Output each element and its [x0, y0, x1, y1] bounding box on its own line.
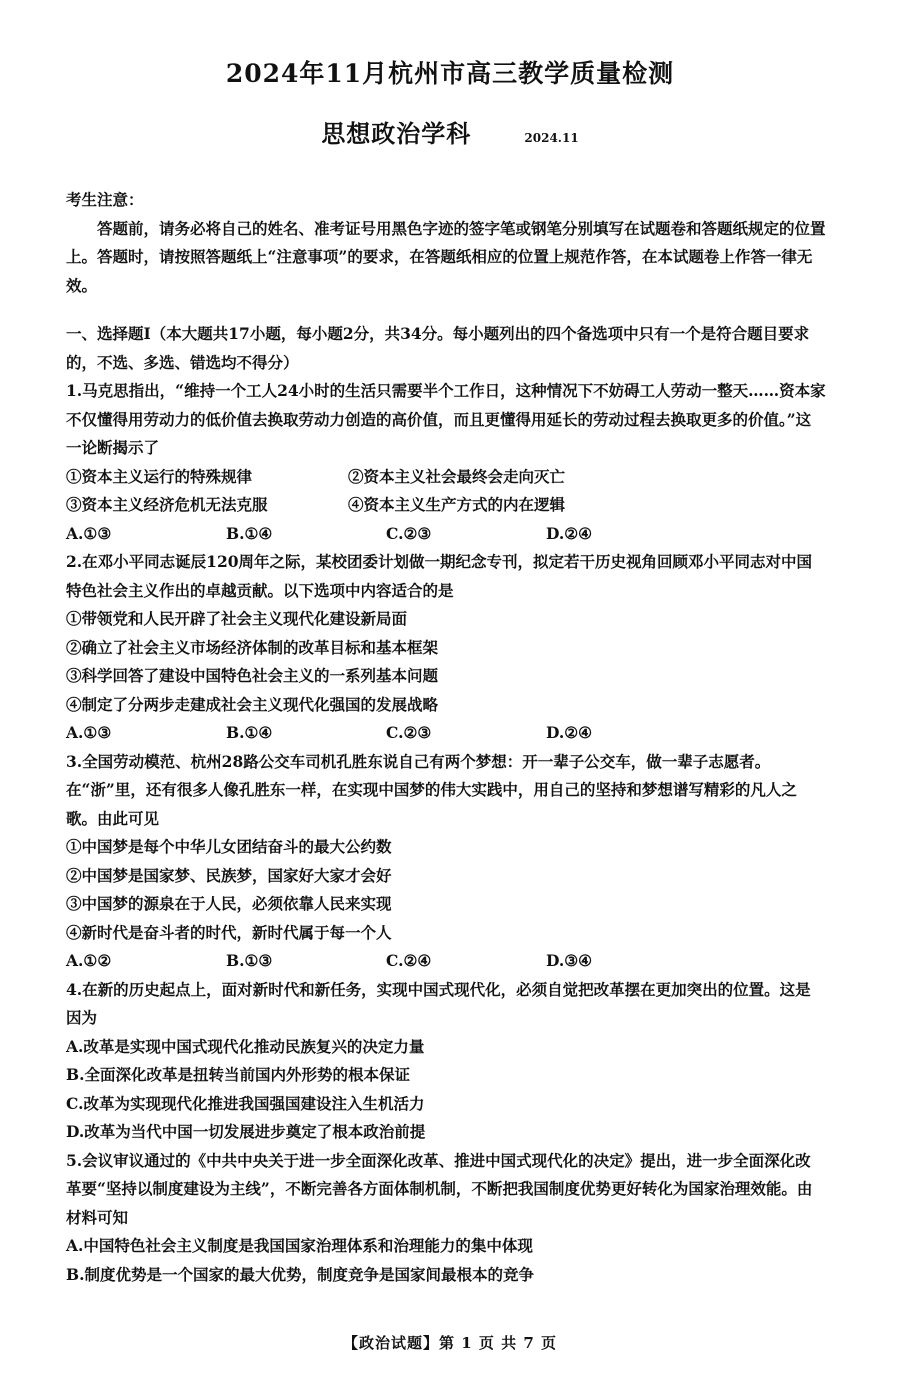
option-c: C.改革为实现现代化推进我国强国建设注入生机活力 — [66, 1093, 425, 1113]
question-stem: 1.马克思指出，“维持一个工人24小时的生活只需要半个工作日，这种情况下不妨碍工人劳动一整天……资本家不仅懂得用劳动力的低价值去换取劳动力创造的高价值，而且更懂得用延长的劳动过程去换取更多的价值。”这一论断揭示了 — [66, 381, 826, 457]
question-3 — [66, 748, 826, 976]
question-4 — [66, 976, 826, 1147]
statement-item: ③中国梦的源泉在于人民，必须依靠人民来实现 — [66, 894, 392, 913]
exam-title: 2024年11月杭州市高三教学质量检测 — [225, 59, 675, 88]
option-b: B.①④ — [226, 723, 273, 742]
option-d: D.改革为当代中国一切发展进步奠定了根本政治前提 — [66, 1122, 426, 1141]
question-stem: 3.全国劳动模范、杭州28路公交车司机孔胜东说自己有两个梦想：开一辈子公交车，做一辈子志愿者。在“浙”里，还有很多人像孔胜东一样，在实现中国梦的伟大实践中，用自己的坚持和梦想谱写精彩的凡人之歌。由此可见 — [66, 751, 797, 828]
statement-item: ②中国梦是国家梦、民族梦，国家好大家才会好 — [66, 865, 392, 885]
statement-row — [66, 491, 826, 520]
section-heading: 一、选择题Ⅰ（本大题共17小题，每小题2分，共34分。每小题列出的四个备选项中只有一个是符合题目要求的，不选、多选、错选均不得分） — [66, 324, 810, 372]
exam-date: 2024.11 — [524, 131, 579, 145]
statement-item: ④资本主义生产方式的内在逻辑 — [348, 495, 566, 514]
statement-item: ④制定了分两步走建成社会主义现代化强国的发展战略 — [66, 694, 439, 714]
option-b: B.①③ — [226, 951, 273, 970]
statement-row — [66, 463, 826, 492]
statement-item: ②确立了社会主义市场经济体制的改革目标和基本框架 — [66, 637, 439, 657]
option-a: A.①② — [66, 951, 112, 970]
subject-name: 思想政治学科 — [321, 119, 472, 148]
statement-item: ②资本主义社会最终会走向灭亡 — [348, 466, 566, 486]
question-1 — [66, 377, 826, 548]
statement-item: ③资本主义经济危机无法克服 — [66, 495, 268, 514]
statement-item: ①资本主义运行的特殊规律 — [66, 466, 253, 486]
option-c: C.②③ — [386, 723, 432, 742]
answer-options — [66, 520, 826, 549]
option-b: B.制度优势是一个国家的最大优势，制度竞争是国家间最根本的竞争 — [66, 1264, 534, 1284]
statement-item: ①带领党和人民开辟了社会主义现代化建设新局面 — [66, 609, 408, 628]
option-d: D.③④ — [546, 951, 593, 970]
option-d: D.②④ — [546, 723, 593, 742]
statement-item: ④新时代是奋斗者的时代，新时代属于每一个人 — [66, 922, 392, 942]
question-stem: 2.在邓小平同志诞辰120周年之际，某校团委计划做一期纪念专刊，拟定若干历史视角回顾邓小平同志对中国特色社会主义作出的卓越贡献。以下选项中内容适合的是 — [66, 552, 813, 600]
option-a: A.中国特色社会主义制度是我国国家治理体系和治理能力的集中体现 — [66, 1236, 533, 1255]
question-5 — [66, 1147, 826, 1290]
exam-content — [66, 186, 826, 1289]
question-2 — [66, 548, 826, 748]
option-a: A.改革是实现中国式现代化推动民族复兴的决定力量 — [66, 1036, 425, 1056]
option-d: D.②④ — [546, 523, 593, 543]
subtitle-row — [0, 114, 900, 149]
statement-item: ③科学回答了建设中国特色社会主义的一系列基本问题 — [66, 666, 439, 685]
option-b: B.全面深化改革是扭转当前国内外形势的根本保证 — [66, 1065, 410, 1084]
page-footer: 【政治试题】第 1 页 共 7 页 — [343, 1334, 557, 1352]
notice-heading: 考生注意： — [66, 190, 144, 209]
statement-item: ①中国梦是每个中华儿女团结奋斗的最大公约数 — [66, 837, 392, 856]
question-stem: 5.会议审议通过的《中共中央关于进一步全面深化改革、推进中国式现代化的决定》提出，进一步全面深化改革要“坚持以制度建设为主线”，不断完善各方面体制机制，不断把我国制度优势更好转化为国家治理效能。由材料可知 — [66, 1150, 813, 1227]
question-stem: 4.在新的历史起点上，面对新时代和新任务，实现中国式现代化，必须自觉把改革摆在更加突出的位置。这是因为 — [66, 979, 811, 1027]
notice-body: 答题前，请务必将自己的姓名、准考证号用黑色字迹的签字笔或钢笔分别填写在试题卷和答题纸规定的位置上。答题时，请按照答题纸上“注意事项”的要求，在答题纸相应的位置上规范作答，在本试题卷上作答一律无效。 — [66, 218, 826, 295]
option-a: A.①③ — [66, 723, 112, 742]
option-c: C.②④ — [386, 951, 432, 970]
answer-options — [66, 947, 826, 976]
option-a: A.①③ — [66, 523, 112, 543]
option-c: C.②③ — [386, 523, 432, 543]
option-b: B.①④ — [226, 523, 273, 543]
answer-options — [66, 719, 826, 748]
